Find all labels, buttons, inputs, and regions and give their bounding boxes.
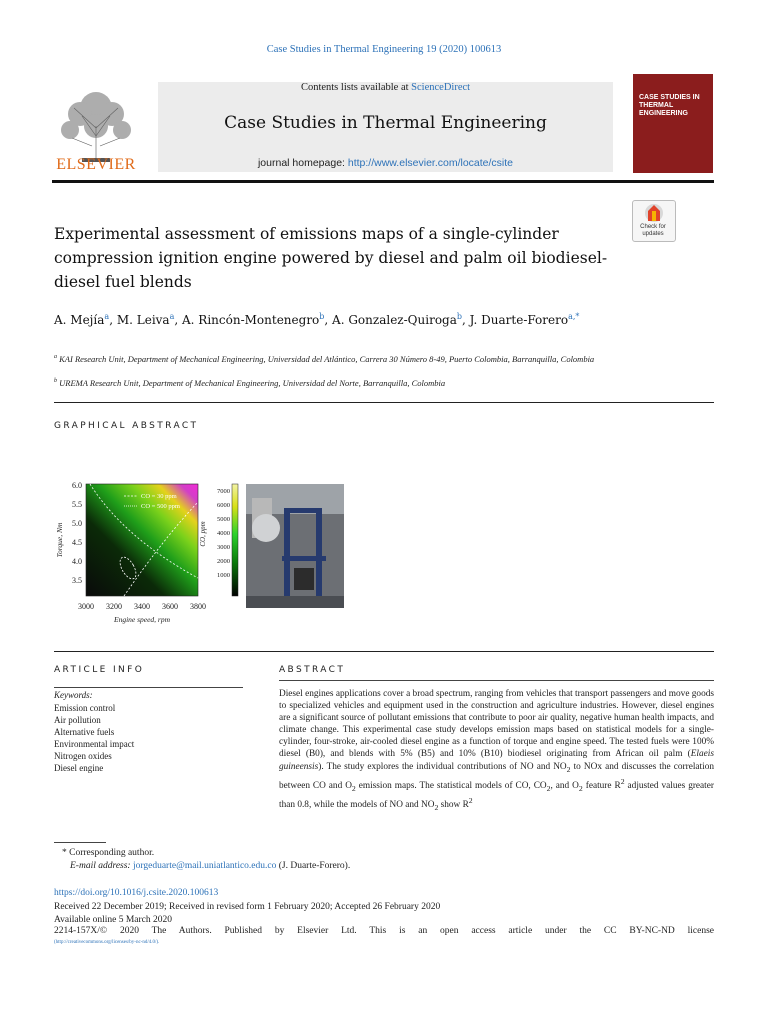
author-affil-mark[interactable]: b (456, 312, 462, 321)
corresponding-footnote (62, 847, 350, 873)
email-link[interactable]: jorgeduarte@mail.uniatlantico.edu.co (132, 861, 277, 871)
keyword-item[interactable]: Nitrogen oxides (54, 751, 112, 761)
journal-cover[interactable] (633, 74, 713, 173)
journal-reference[interactable]: Case Studies in Thermal Engineering 19 (2020) 100613 (266, 44, 502, 55)
journal-title: Case Studies in Thermal Engineering (224, 113, 547, 133)
received-dates: Received 22 December 2019; Received in revised form 1 February 2020; Accepted 26 February 2020 (54, 902, 441, 912)
colorbar-tick: 5000 (217, 516, 230, 523)
article-info-heading: ARTICLE INFO (54, 665, 145, 675)
available-date: Available online 5 March 2020 (54, 914, 173, 925)
section-rule (54, 402, 714, 403)
author-name[interactable]: M. Leiva (116, 313, 170, 327)
colorbar-label: CO, ppm (199, 521, 207, 547)
article-title: Experimental assessment of emissions maps of a single-cylinder compression ignition engine powered by diesel and palm oil biodiesel-diesel fuel blends (54, 225, 608, 291)
graphical-abstract-heading: GRAPHICAL ABSTRACT (54, 421, 199, 431)
affiliation-mark: b (54, 378, 57, 384)
license-link[interactable]: (http://creativecommons.org/licenses/by-nc-nd/4.0/). (54, 940, 160, 945)
keyword-item[interactable]: Emission control (54, 703, 116, 713)
elsevier-wordmark: ELSEVIER (56, 156, 136, 173)
y-tick: 5.0 (72, 519, 82, 528)
author-affil-mark[interactable]: a (169, 312, 175, 321)
subscript: 2 (434, 802, 439, 812)
superscript: 2 (620, 776, 625, 786)
keyword-item[interactable]: Alternative fuels (54, 727, 115, 737)
y-tick: 3.5 (72, 576, 82, 585)
homepage-link[interactable]: http://www.elsevier.com/locate/csite (347, 157, 514, 169)
crossmark-icon (633, 201, 675, 225)
author-affil-mark[interactable]: b (319, 312, 325, 321)
author-affil-mark[interactable]: a (104, 312, 110, 321)
species-name: Elaeis guineensis (279, 749, 714, 772)
email-label: E-mail address: (70, 861, 131, 871)
homepage-prefix: journal homepage: (257, 157, 348, 169)
legend-entry-500: CO = 500 ppm (141, 503, 180, 510)
abstract-text: to NOx and discusses the correlation between CO and O (279, 761, 715, 791)
author-name[interactable]: A. Gonzalez-Quiroga (332, 313, 457, 327)
author-list: A. Mejía$^a$, M. Leiva$^a$, A. Rincón-Montenegro$^b$, A. Gonzalez-Quiroga$^b$, J. Duarte-Forero$^{a,*}$ (54, 312, 580, 327)
abstract-rule (279, 680, 714, 681)
subscript: 2 (578, 783, 583, 793)
abstract-text: emission maps. The statistical models of CO, CO (355, 780, 547, 791)
x-tick: 3800 (190, 602, 206, 611)
abstract-text: adjusted values greater than 0.8, while the models of NO and NO (279, 780, 714, 810)
corresponding-author-note: * Corresponding author. (62, 848, 155, 858)
graphical-abstract-figure (54, 478, 344, 626)
superscript: 2 (468, 795, 473, 805)
contents-line (158, 82, 613, 93)
keyword-item[interactable]: Environmental impact (54, 739, 135, 749)
subscript: 2 (351, 783, 356, 793)
author-name[interactable]: A. Rincón-Montenegro (182, 313, 320, 327)
contents-prefix: Contents lists available at (300, 82, 412, 93)
colorbar-tick: 3000 (217, 544, 230, 551)
keywords-heading: Keywords: (54, 690, 93, 700)
abstract-text: feature R (582, 780, 621, 791)
crossmark-label: Check for updates (640, 224, 666, 237)
x-tick: 3600 (162, 602, 178, 611)
colorbar-tick: 2000 (217, 558, 230, 565)
homepage-line (158, 157, 613, 169)
keyword-item[interactable]: Air pollution (54, 715, 101, 725)
license-statement: 2214-157X/© 2020 The Authors. Published by Elsevier Ltd. This is an open access article under the CC BY-NC-ND license (54, 926, 714, 936)
article-dates (54, 901, 714, 926)
x-axis-label: Engine speed, rpm (113, 615, 171, 624)
footnote-rule (54, 842, 106, 843)
article-info-rule (54, 687, 243, 688)
sciencedirect-link[interactable]: ScienceDirect (411, 82, 471, 93)
abstract-body (279, 688, 714, 814)
abstract-text: , and O (550, 780, 579, 791)
y-axis-label: Torque, Nm (55, 522, 64, 558)
y-tick: 4.5 (72, 538, 82, 547)
y-tick: 5.5 (72, 500, 82, 509)
subscript: 2 (566, 764, 571, 774)
legend-entry-30: CO = 30 ppm (141, 493, 177, 500)
keyword-list (54, 702, 134, 774)
affiliation-b (54, 376, 614, 389)
doi-link[interactable]: https://doi.org/10.1016/j.csite.2020.100613 (54, 888, 219, 898)
affiliation-text: UREMA Research Unit, Department of Mechanical Engineering, Universidad del Norte, Barranquilla, Colombia (59, 377, 446, 388)
author-name[interactable]: A. Mejía (54, 313, 105, 327)
subscript: 2 (546, 783, 551, 793)
y-tick: 6.0 (72, 481, 82, 490)
affiliation-text: KAI Research Unit, Department of Mechanical Engineering, Universidad del Atlántico, Carrera 30 Número 8-49, Puerto Colombia, Barranquilla, Colombia (59, 353, 595, 364)
colorbar-tick: 4000 (217, 530, 230, 537)
x-tick: 3200 (106, 602, 122, 611)
email-line (70, 860, 350, 873)
colorbar-tick: 6000 (217, 502, 230, 509)
affiliation-a (54, 352, 614, 365)
author-name[interactable]: J. Duarte-Forero (469, 313, 569, 327)
email-owner: (J. Duarte-Forero). (278, 861, 351, 871)
x-tick: 3000 (78, 602, 94, 611)
x-tick: 3400 (134, 602, 150, 611)
abstract-text: show R (438, 799, 469, 810)
y-tick: 4.0 (72, 557, 82, 566)
abstract-heading: ABSTRACT (279, 665, 346, 675)
header-rule (52, 180, 714, 183)
colorbar-tick: 7000 (217, 488, 230, 495)
abstract-text: ). The study explores the individual contributions of NO and NO (318, 761, 567, 772)
abstract-text: Diesel engines applications cover a broad spectrum, ranging from vehicles that transport passengers and move goods to specialized vehicles and equipment used in the construction and agriculture industries. However, diesel engines are a significant source of pollutant emissions that contribute to poor air quality, negative human health impacts, and climate change. This experimental case study develops emission maps based on statistical models for a single-cylinder, four-stroke, air-cooled diesel engine as a function of torque and engine speed. The tested fuels were 100% diesel (B0), and blends with 5% (B5) and 10% (B10) biodiesel originating from African oil palm ( (279, 689, 714, 760)
keyword-item[interactable]: Diesel engine (54, 763, 104, 773)
section-rule (54, 651, 714, 652)
colorbar-tick: 1000 (217, 572, 230, 579)
author-affil-mark[interactable]: a,* (568, 312, 580, 321)
affiliation-mark: a (54, 354, 57, 360)
cover-title: CASE STUDIES IN THERMAL ENGINEERING (639, 94, 700, 117)
